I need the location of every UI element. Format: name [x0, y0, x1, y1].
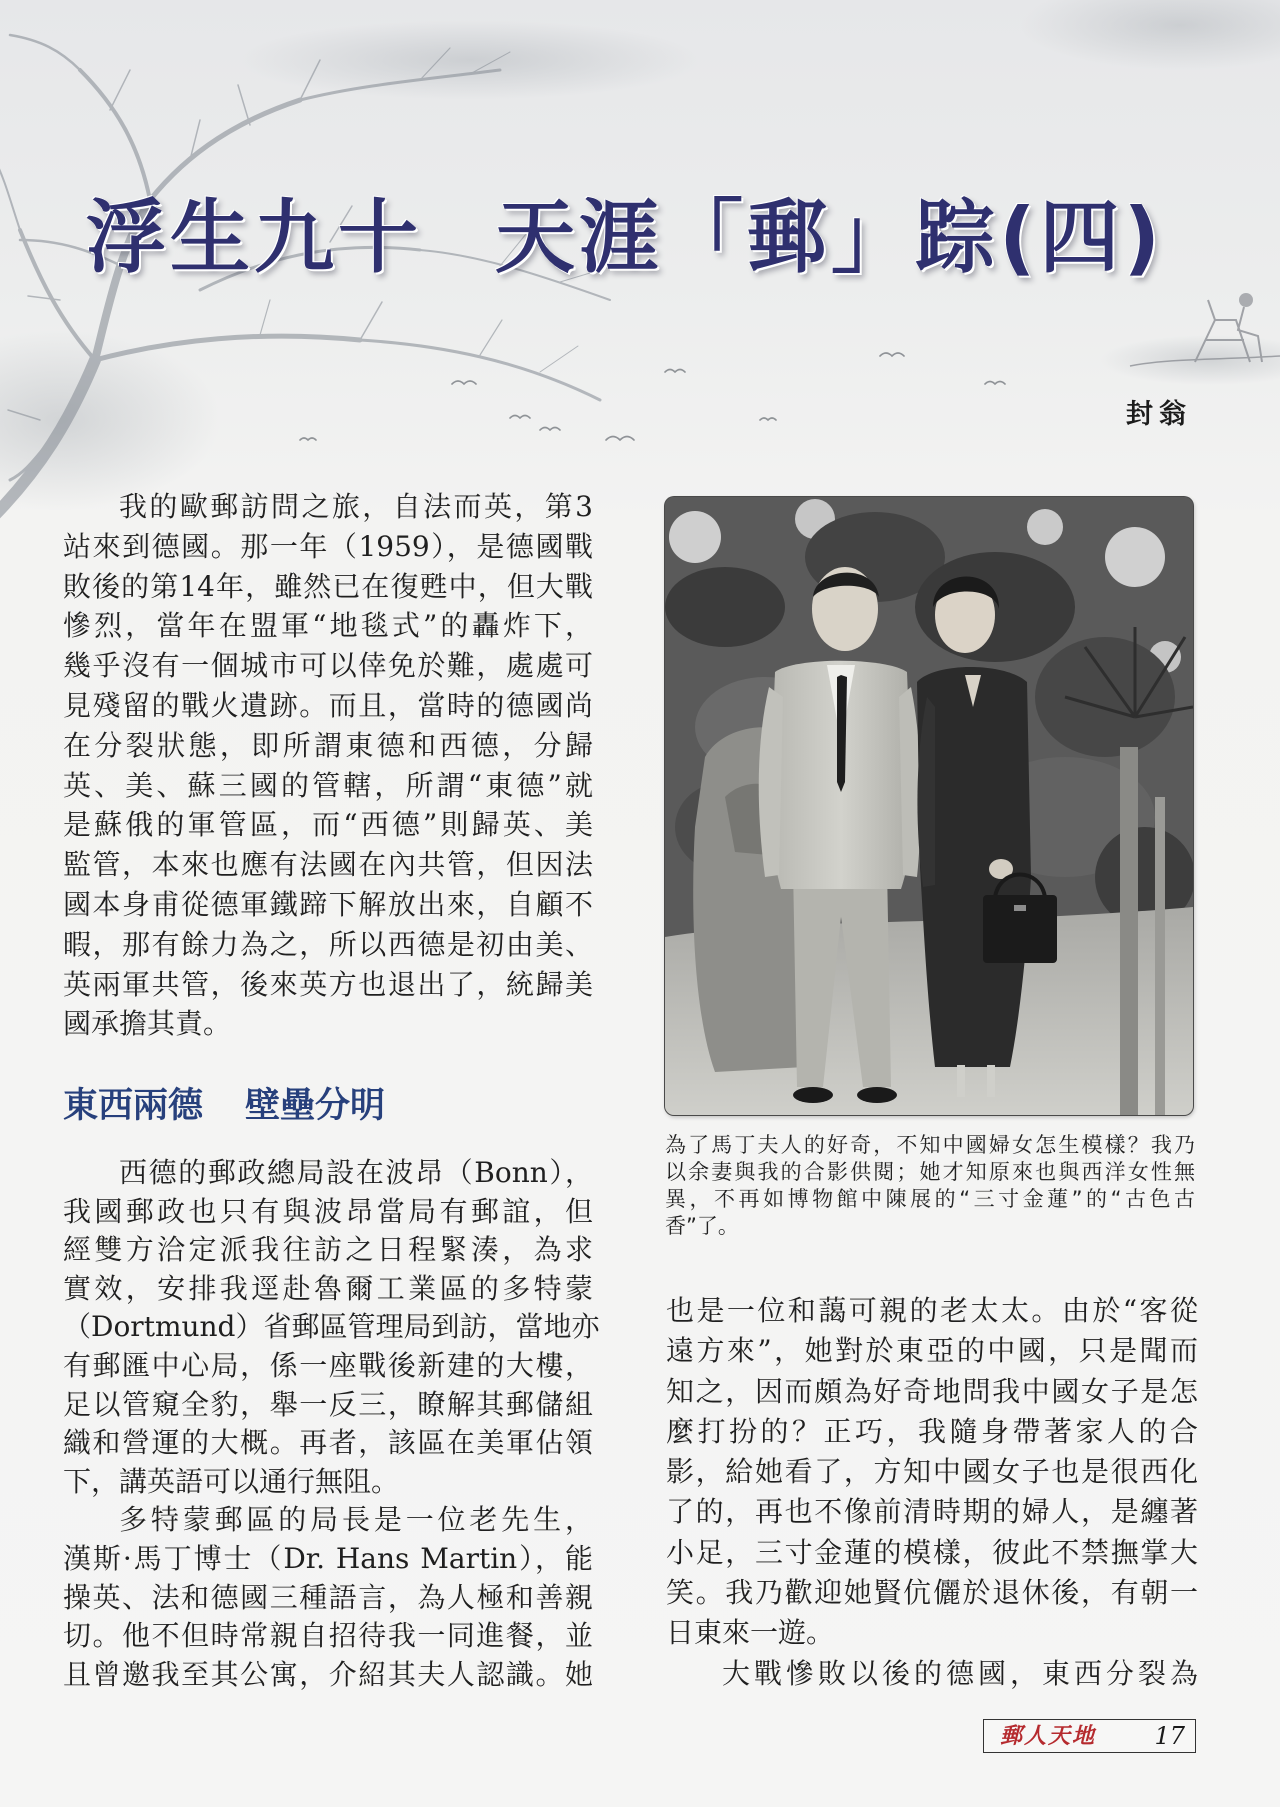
author-name: 封翁 [1126, 399, 1192, 430]
paragraph-line: 在分裂狀態，即所謂東德和西德，分歸 [63, 728, 593, 762]
paragraph-line: 有郵匯中心局，係一座戰後新建的大樓， [63, 1348, 593, 1382]
photo-tree-trunk [1120, 747, 1138, 1115]
paragraph-line: 國承擔其責。 [63, 1007, 232, 1041]
paragraph-line: 織和營運的大概。再者，該區在美軍佔領 [63, 1426, 593, 1460]
paragraph-line: 且曾邀我至其公寓，介紹其夫人認識。她 [63, 1657, 593, 1691]
subheading-part-2: 壁壘分明 [245, 1086, 386, 1126]
paragraph-line: 操英、法和德國三種語言，為人極和善親 [63, 1580, 593, 1614]
caption-line: 香”了。 [665, 1214, 739, 1238]
paragraph-line: 也是一位和藹可親的老太太。由於“客從 [666, 1294, 1198, 1327]
paragraph-line: 實效，安排我逕赴魯爾工業區的多特蒙 [63, 1271, 593, 1305]
paragraph-line: 是蘇俄的軍管區，而“西德”則歸英、美 [63, 808, 593, 842]
paragraph-line: 我的歐郵訪問之旅，自法而英，第3 [119, 490, 593, 523]
left-column-paragraph-1 [63, 487, 593, 1044]
paragraph-line: 多特蒙郵區的局長是一位老先生， [119, 1503, 593, 1537]
paragraph-line: 小足，三寸金蓮的模樣，彼此不禁撫掌大 [666, 1535, 1198, 1569]
subheading-part-1: 東西兩德 [63, 1086, 204, 1126]
paragraph-line: 漢斯·馬丁博士（Dr. Hans Martin），能 [63, 1541, 593, 1575]
paragraph-line: 足以管窺全豹，舉一反三，瞭解其郵儲組 [63, 1387, 593, 1421]
paragraph-line: （Dortmund）省郵區管理局到訪，當地亦 [63, 1310, 600, 1344]
paragraph-line: 我國郵政也只有與波昂當局有郵誼，但 [63, 1194, 593, 1228]
photo-caption [665, 1132, 1195, 1240]
section-subheading [63, 1084, 385, 1128]
publication-logo: 郵人天地 [1000, 1723, 1097, 1749]
paragraph-line: 敗後的第14年，雖然已在復甦中，但大戰 [63, 569, 593, 603]
paragraph-line: 麼打扮的？正巧，我隨身帶著家人的合 [666, 1414, 1198, 1448]
article-title-part-2: 天涯「郵」踪(四) [495, 191, 1165, 284]
paragraph-line: 英兩軍共管，後來英方也退出了，統歸美 [63, 967, 593, 1001]
paragraph-line: 日東來一遊。 [666, 1616, 835, 1650]
paragraph-line: 知之，因而頗為好奇地問我中國女子是怎 [666, 1374, 1198, 1408]
paragraph-line: 見殘留的戰火遺跡。而且，當時的德國尚 [63, 688, 593, 722]
paragraph-line: 切。他不但時常親自招待我一同進餐，並 [63, 1619, 593, 1653]
paragraph-line: 了的，再也不像前清時期的婦人，是纏著 [666, 1495, 1198, 1529]
paragraph-line: 暇，那有餘力為之，所以西德是初由美、 [63, 927, 593, 961]
article-title-part-1: 浮生九十 [86, 191, 422, 284]
paragraph-line: 笑。我乃歡迎她賢伉儷於退休後，有朝一 [666, 1576, 1198, 1610]
right-column-text [666, 1291, 1198, 1694]
paragraph-line: 英、美、蘇三國的管轄，所謂“東德”就 [63, 768, 593, 802]
page-number: 17 [1154, 1722, 1185, 1750]
paragraph-line: 國本身甫從德軍鐵蹄下解放出來，自顧不 [63, 887, 593, 921]
caption-line: 為了馬丁夫人的好奇，不知中國婦女怎生模樣？我乃 [665, 1133, 1195, 1157]
paragraph-line: 大戰慘敗以後的德國，東西分裂為 [722, 1656, 1198, 1690]
paragraph-line: 幾乎沒有一個城市可以倖免於難，處處可 [63, 649, 593, 683]
caption-line: 以余妻與我的合影供閱；她才知原來也與西洋女性無 [665, 1160, 1195, 1184]
couple-photo [665, 497, 1193, 1115]
left-column-paragraphs-2-3 [63, 1154, 600, 1694]
paragraph-line: 西德的郵政總局設在波昂（Bonn）， [119, 1156, 593, 1189]
paragraph-line: 站來到德國。那一年（1959），是德國戰 [63, 529, 593, 563]
page-footer [983, 1719, 1196, 1753]
paragraph-line: 慘烈，當年在盟軍“地毯式”的轟炸下， [63, 609, 593, 643]
flying-birds [300, 353, 1005, 440]
paragraph-line: 監管，本來也應有法國在內共管，但因法 [63, 848, 593, 882]
paragraph-line: 經雙方洽定派我往訪之日程緊湊，為求 [63, 1233, 593, 1267]
paragraph-line: 影，給她看了，方知中國女子也是很西化 [666, 1455, 1198, 1489]
paragraph-line: 遠方來”，她對於東亞的中國，只是聞而 [666, 1334, 1198, 1368]
caption-line: 異，不再如博物館中陳展的“三寸金蓮”的“古色古 [665, 1187, 1195, 1211]
paragraph-line: 下，講英語可以通行無阻。 [63, 1464, 400, 1498]
